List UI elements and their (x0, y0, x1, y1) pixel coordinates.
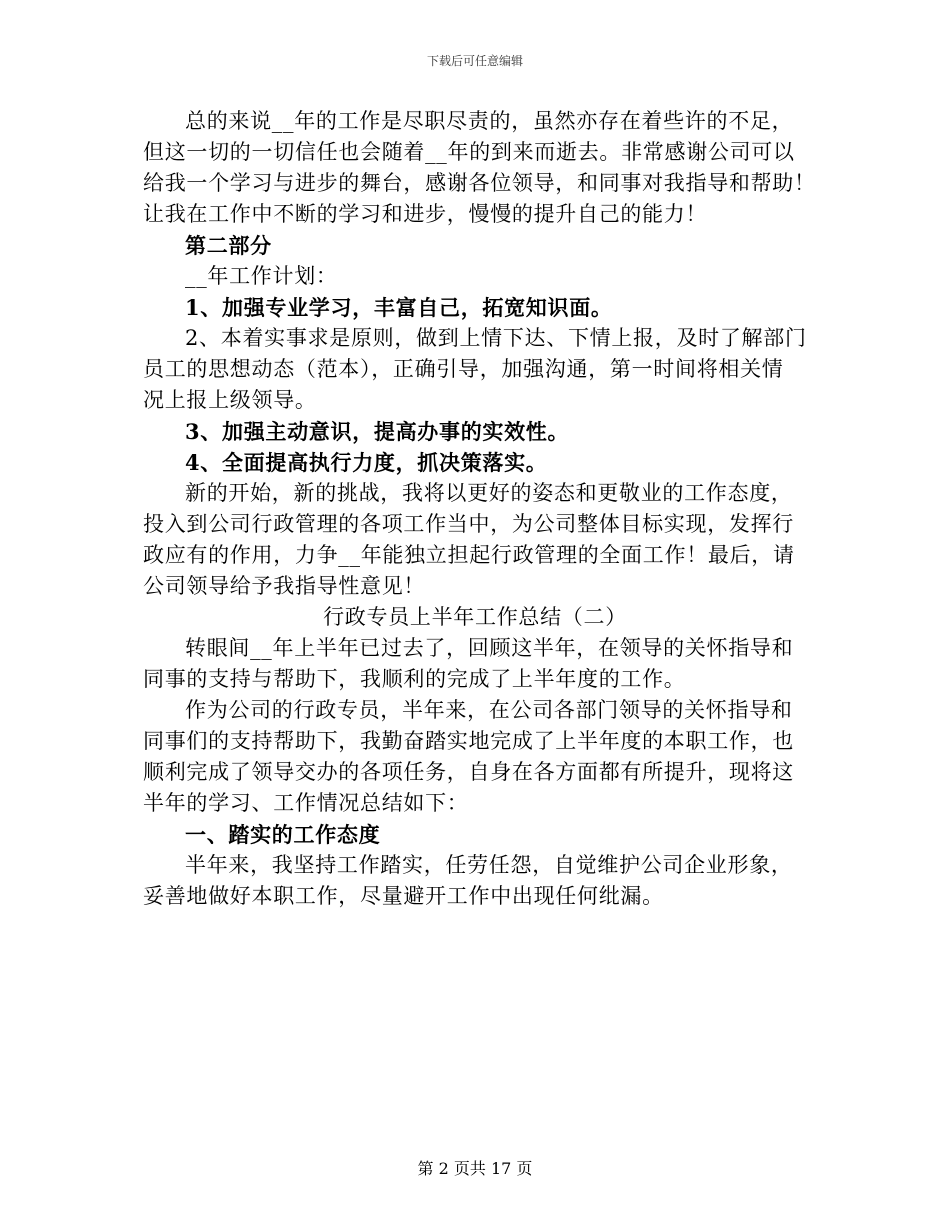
text-line: 半年的学习、工作情况总结如下： (143, 791, 469, 815)
text-line: 政应有的作用，力争__年能独立担起行政管理的全面工作！最后，请 (143, 543, 795, 567)
paragraph-intro (143, 633, 807, 695)
text-line: 给我一个学习与进步的舞台，感谢各位领导，和同事对我指导和帮助！ (143, 171, 816, 195)
section-heading-part-two: 第二部分 (185, 233, 272, 258)
text-line: 妥善地做好本职工作，尽量避开工作中出现任何纰漏。 (143, 884, 664, 908)
text-line: 况上报上级领导。 (143, 388, 317, 412)
plan-item-3: 3、加强主动意识，提高办事的实效性。 (185, 419, 570, 444)
page-header: 下载后可任意编辑 (426, 54, 523, 68)
plan-item-2 (143, 323, 807, 416)
paragraph-summary (143, 106, 816, 230)
text-line: 2、本着实事求是原则，做到上情下达、下情上报，及时了解部门 (185, 326, 807, 350)
text-line: 半年来，我坚持工作踏实，任劳任怨，自觉维护公司企业形象， (185, 853, 793, 877)
paragraph-role (143, 695, 807, 819)
text-line: 转眼间__年上半年已过去了，回顾这半年，在领导的关怀指导和 (185, 636, 794, 660)
text-line: 让我在工作中不断的学习和进步，慢慢的提升自己的能力！ (143, 202, 708, 226)
paragraph-new-start (143, 478, 807, 602)
text-line: 员工的思想动态（范本），正确引导，加强沟通，第一时间将相关情 (143, 357, 784, 381)
plan-item-4: 4、全面提高执行力度，抓决策落实。 (185, 450, 548, 475)
text-line: 但这一切的一切信任也会随着__年的到来而逝去。非常感谢公司可以 (143, 140, 795, 164)
text-line: 顺利完成了领导交办的各项任务，自身在各方面都有所提升，现将这 (143, 760, 794, 784)
text-line: 总的来说__年的工作是尽职尽责的，虽然亦存在着些许的不足， (185, 109, 794, 133)
document-body (143, 106, 816, 912)
document-title: 行政专员上半年工作总结（二） (323, 605, 627, 629)
plan-item-1: 1、加强专业学习，丰富自己，拓宽知识面。 (185, 295, 613, 320)
section-heading-attitude: 一、踏实的工作态度 (185, 822, 381, 847)
plan-title: __年工作计划： (185, 264, 338, 288)
paragraph-attitude (143, 850, 807, 912)
text-line: 同事们的支持帮助下，我勤奋踏实地完成了上半年度的本职工作，也 (143, 729, 794, 753)
text-line: 公司领导给予我指导性意见！ (143, 574, 426, 598)
text-line: 作为公司的行政专员，半年来，在公司各部门领导的关怀指导和 (185, 698, 793, 722)
text-line: 投入到公司行政管理的各项工作当中，为公司整体目标实现，发挥行 (143, 512, 794, 536)
text-line: 同事的支持与帮助下，我顺利的完成了上半年度的工作。 (143, 667, 686, 691)
text-line: 新的开始，新的挑战，我将以更好的姿态和更敬业的工作态度， (185, 481, 793, 505)
page-footer: 第 2 页共 17 页 (417, 1159, 533, 1178)
